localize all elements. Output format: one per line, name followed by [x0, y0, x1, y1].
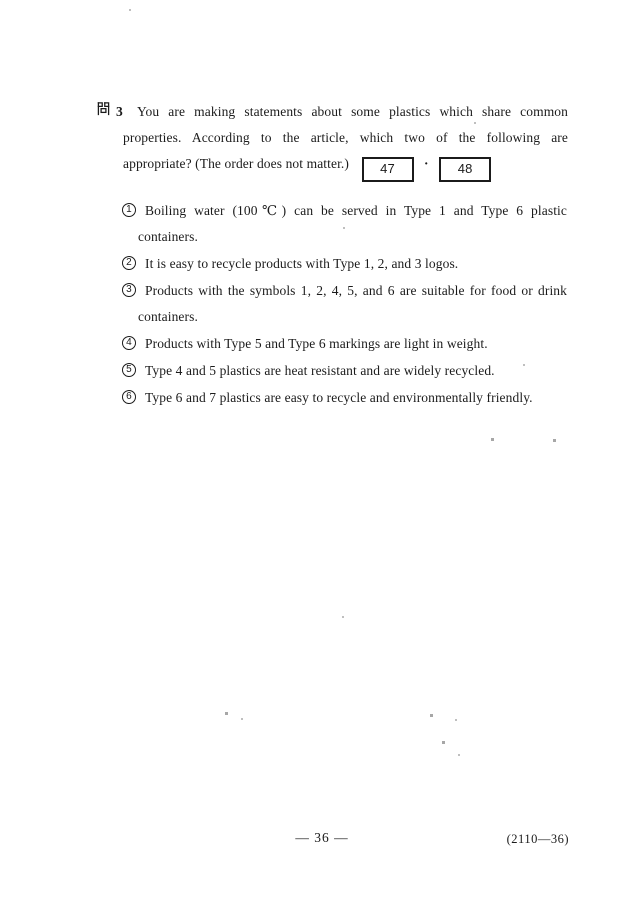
scan-speck [523, 364, 525, 366]
option-1 [126, 198, 567, 250]
option-6-line-1: Type 6 and 7 plastics are easy to recycle and environmentally friendly. [145, 390, 533, 405]
question-line-1: You are making statements about some plastics which share common [137, 104, 568, 119]
option-6-circled-number: 6 [122, 390, 136, 404]
option-1-line-2: containers. [138, 229, 198, 244]
scan-speck [430, 714, 433, 717]
question-line-2: properties. According to the article, which two of the following are [123, 130, 568, 145]
option-1-circled-number: 1 [122, 203, 136, 217]
options-list [126, 198, 567, 412]
answer-box-separator: · [423, 156, 429, 171]
scan-speck [225, 712, 228, 715]
scan-speck [442, 741, 445, 744]
option-2-line-1: It is easy to recycle products with Type 1, 2, and 3 logos. [145, 256, 459, 271]
page-number: — 36 — [295, 830, 349, 845]
option-5 [126, 358, 567, 384]
scan-speck [491, 438, 494, 441]
option-5-circled-number: 5 [122, 363, 136, 377]
scan-speck [455, 719, 457, 721]
option-3-line-2: containers. [138, 309, 198, 324]
option-6 [126, 385, 567, 411]
option-4-circled-number: 4 [122, 336, 136, 350]
print-code: (2110—36) [506, 832, 569, 846]
answer-box-48: 48 [439, 157, 491, 182]
option-3-circled-number: 3 [122, 283, 136, 297]
scan-speck [474, 122, 476, 124]
option-3-line-1: Products with the symbols 1, 2, 4, 5, and 6 are suitable for food or drink [145, 283, 567, 298]
scan-speck [343, 227, 345, 229]
scan-speck [129, 9, 131, 11]
option-4 [126, 331, 567, 357]
option-4-line-1: Products with Type 5 and Type 6 markings are light in weight. [145, 336, 488, 351]
scan-speck [458, 754, 460, 756]
option-2-circled-number: 2 [122, 256, 136, 270]
option-5-line-1: Type 4 and 5 plastics are heat resistant and are widely recycled. [145, 363, 495, 378]
option-1-line-1: Boiling water (100℃) can be served in Type 1 and Type 6 plastic [145, 203, 567, 218]
question-number: 3 [116, 104, 123, 119]
question-block [116, 99, 568, 182]
kanji-mon-icon [96, 99, 111, 125]
question-line-3-text: appropriate? (The order does not matter.) [123, 156, 350, 171]
option-3 [126, 278, 567, 330]
question-label [96, 99, 123, 125]
scan-speck [241, 718, 243, 720]
answer-box-47: 47 [362, 157, 414, 182]
question-line-3 [123, 151, 568, 182]
scan-speck [342, 616, 344, 618]
scan-speck [553, 439, 556, 442]
option-2 [126, 251, 567, 277]
